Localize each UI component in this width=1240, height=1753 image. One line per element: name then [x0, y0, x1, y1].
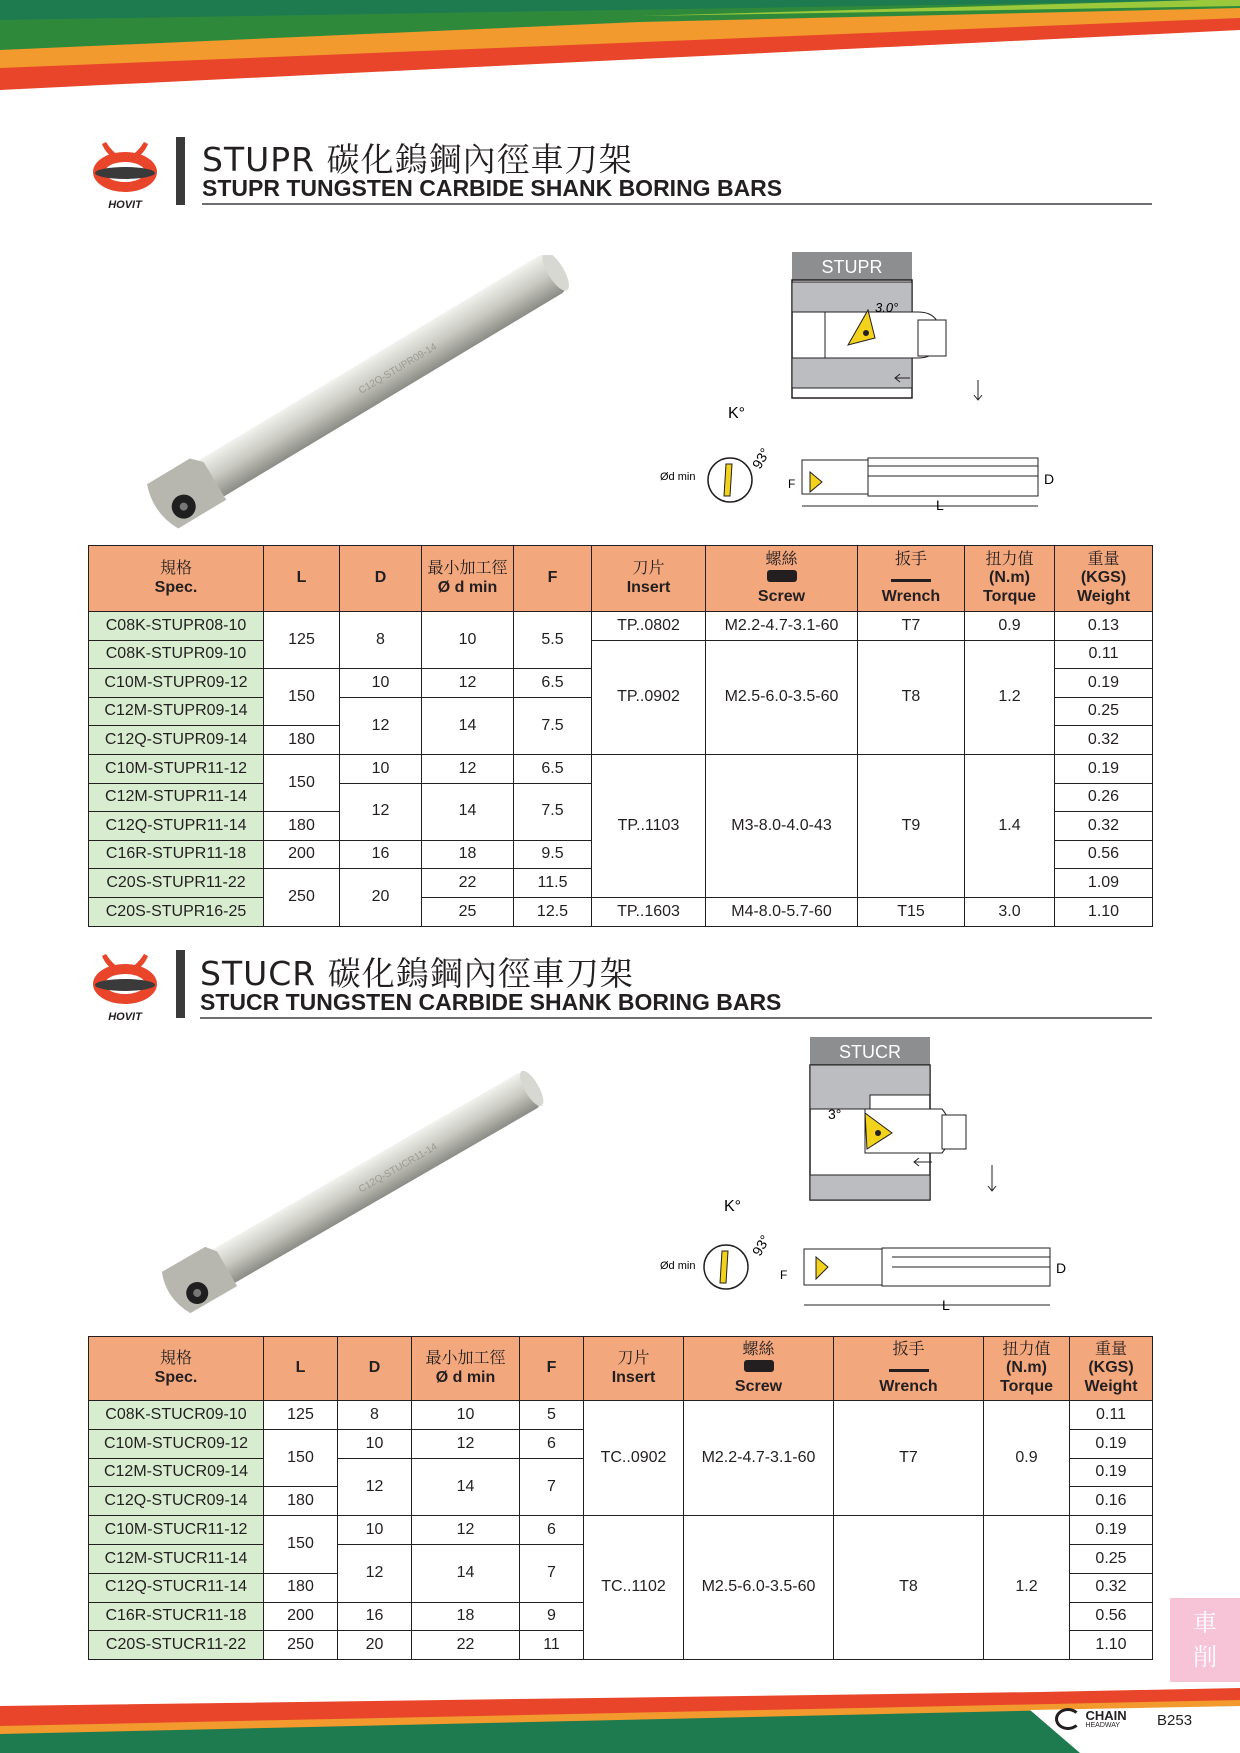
top-banner	[0, 0, 1240, 90]
table-cell: 1.10	[1055, 897, 1153, 926]
section2-title-en: STUCR TUNGSTEN CARBIDE SHANK BORING BARS	[200, 989, 782, 1015]
table-cell: 180	[264, 1487, 338, 1516]
table-cell: 5	[520, 1401, 584, 1430]
logo-text: HOVIT	[108, 199, 142, 211]
table-cell: 6	[520, 1429, 584, 1458]
table-cell: T7	[834, 1401, 984, 1516]
table-cell: 12	[422, 754, 514, 783]
table-header-cell: F	[514, 546, 592, 612]
table-cell: T9	[858, 754, 965, 897]
table-cell: M2.2-4.7-3.1-60	[706, 612, 858, 641]
table-row	[89, 1516, 1153, 1545]
table-cell: 7.5	[514, 697, 592, 754]
table-header-cell: 螺絲 Screw	[706, 546, 858, 612]
table-row	[89, 897, 1153, 926]
stupr-spec-table	[88, 545, 1153, 927]
table-cell: C16R-STUCR11-18	[89, 1602, 264, 1631]
table-cell: C12Q-STUCR11-14	[89, 1573, 264, 1602]
table-cell: 18	[422, 840, 514, 869]
table-cell: 0.9	[965, 612, 1055, 641]
table-cell: 12	[422, 669, 514, 698]
table-header-cell: 扳手 Wrench	[834, 1337, 984, 1401]
table-cell: 0.19	[1070, 1458, 1153, 1487]
stucr-spec-table	[88, 1336, 1153, 1660]
table-cell: 8	[340, 612, 422, 669]
table-cell: C12M-STUCR11-14	[89, 1544, 264, 1573]
table-cell: 12	[412, 1516, 520, 1545]
table-cell: 14	[412, 1458, 520, 1516]
table-cell: 1.2	[984, 1516, 1070, 1660]
diagram-angle: 3.0°	[875, 300, 899, 315]
table-cell: 20	[340, 869, 422, 926]
table-cell: 6.5	[514, 754, 592, 783]
diagram-label: STUCR	[839, 1042, 901, 1062]
k-label: K°	[724, 1198, 742, 1215]
table-cell: 14	[422, 697, 514, 754]
table-header-cell: 刀片 Insert	[592, 546, 706, 612]
lead-angle: 93°	[748, 1232, 774, 1259]
table-cell: 0.19	[1070, 1516, 1153, 1545]
table-cell: C10M-STUCR09-12	[89, 1429, 264, 1458]
table-cell: 10	[412, 1401, 520, 1430]
table-cell: TP..1603	[592, 897, 706, 926]
table-cell: C12Q-STUPR11-14	[89, 812, 264, 841]
table-cell: 6	[520, 1516, 584, 1545]
table-cell: 150	[264, 1516, 338, 1574]
table-row	[89, 754, 1153, 783]
table-cell: 0.56	[1055, 840, 1153, 869]
table-cell: 12	[340, 783, 422, 840]
table-cell: 0.11	[1055, 640, 1153, 669]
wrench-icon	[891, 571, 931, 582]
section1-title-cn: STUPR 碳化鎢鋼內徑車刀架	[202, 140, 633, 179]
lead-angle: 93°	[748, 445, 774, 472]
table-cell: 25	[422, 897, 514, 926]
dmin-label: Ød min	[660, 1260, 696, 1272]
k-label: K°	[728, 405, 746, 422]
table-cell: 0.32	[1070, 1573, 1153, 1602]
table-cell: 150	[264, 754, 340, 811]
table-cell: 20	[338, 1631, 412, 1660]
table-cell: 0.13	[1055, 612, 1153, 641]
hovit-logo	[92, 136, 158, 211]
table-cell: 10	[338, 1516, 412, 1545]
table-cell: 0.19	[1055, 754, 1153, 783]
table-header-cell: 最小加工徑 Ø d min	[412, 1337, 520, 1401]
table-header-cell: 最小加工徑 Ø d min	[422, 546, 514, 612]
table-cell: C12Q-STUPR09-14	[89, 726, 264, 755]
table-header-cell: 重量 (KGS) Weight	[1070, 1337, 1153, 1401]
table-cell: C20S-STUPR16-25	[89, 897, 264, 926]
table-cell: 10	[338, 1429, 412, 1458]
table-cell: T15	[858, 897, 965, 926]
table-cell: C08K-STUCR09-10	[89, 1401, 264, 1430]
table-header-cell: 規格 Spec.	[89, 1337, 264, 1401]
section1-title-en: STUPR TUNGSTEN CARBIDE SHANK BORING BARS	[202, 175, 783, 201]
d-label: D	[1056, 1260, 1067, 1276]
stupr-tool-photo	[110, 255, 590, 535]
table-cell: 6.5	[514, 669, 592, 698]
table-cell: C10M-STUCR11-12	[89, 1516, 264, 1545]
table-cell: 3.0	[965, 897, 1055, 926]
table-cell: TP..0902	[592, 640, 706, 754]
title-bar	[176, 137, 185, 205]
table-cell: 0.25	[1055, 697, 1153, 726]
table-cell: 22	[412, 1631, 520, 1660]
table-cell: TC..0902	[584, 1401, 684, 1516]
section1-rule	[202, 203, 1152, 205]
table-cell: C12M-STUCR09-14	[89, 1458, 264, 1487]
table-cell: 12.5	[514, 897, 592, 926]
table-cell: 0.19	[1055, 669, 1153, 698]
table-cell: 0.25	[1070, 1544, 1153, 1573]
table-cell: 1.2	[965, 640, 1055, 754]
diagram-label: STUPR	[821, 257, 883, 277]
tool-engraving: C12Q-STUCR11-14	[356, 1141, 440, 1196]
table-cell: C12Q-STUCR09-14	[89, 1487, 264, 1516]
table-cell: 250	[264, 869, 340, 926]
table-header-cell: 螺絲 Screw	[684, 1337, 834, 1401]
diagram-angle: 3°	[828, 1106, 842, 1122]
table-header-cell: 規格 Spec.	[89, 546, 264, 612]
table-cell: 180	[264, 726, 340, 755]
table-cell: 12	[338, 1458, 412, 1516]
screw-icon	[767, 570, 797, 582]
table-header-cell: 扳手 Wrench	[858, 546, 965, 612]
table-cell: 5.5	[514, 612, 592, 669]
table-cell: 250	[264, 1631, 338, 1660]
hovit-logo-2	[92, 948, 158, 1023]
table-cell: M4-8.0-5.7-60	[706, 897, 858, 926]
table-cell: C10M-STUPR11-12	[89, 754, 264, 783]
stucr-diagram	[660, 1035, 1100, 1315]
table-cell: C20S-STUPR11-22	[89, 869, 264, 898]
chain-headway-logo: CHAIN HEADWAY	[1055, 1708, 1140, 1736]
table-cell: C20S-STUCR11-22	[89, 1631, 264, 1660]
table-cell: 1.4	[965, 754, 1055, 897]
table-cell: C12M-STUPR11-14	[89, 783, 264, 812]
table-cell: 11.5	[514, 869, 592, 898]
table-cell: 125	[264, 1401, 338, 1430]
table-cell: 14	[422, 783, 514, 840]
table-cell: 10	[340, 754, 422, 783]
table-row	[89, 1401, 1153, 1430]
stupr-diagram	[660, 250, 1100, 520]
section2-title-cn: STUCR 碳化鎢鋼內徑車刀架	[200, 954, 634, 993]
table-cell: 10	[340, 669, 422, 698]
table-cell: 22	[422, 869, 514, 898]
table-cell: 11	[520, 1631, 584, 1660]
tool-engraving: C12Q-STUPR09-14	[357, 341, 439, 397]
l-label: L	[936, 497, 944, 513]
table-header-cell: F	[520, 1337, 584, 1401]
table-cell: T7	[858, 612, 965, 641]
table-cell: 0.16	[1070, 1487, 1153, 1516]
l-label: L	[942, 1297, 950, 1313]
table-cell: TP..0802	[592, 612, 706, 641]
table-header-cell: 刀片 Insert	[584, 1337, 684, 1401]
bottom-banner	[0, 1688, 1240, 1753]
table-cell: 7	[520, 1544, 584, 1602]
screw-icon	[744, 1360, 774, 1372]
table-cell: 9.5	[514, 840, 592, 869]
table-cell: 8	[338, 1401, 412, 1430]
table-row	[89, 640, 1153, 669]
table-cell: 0.56	[1070, 1602, 1153, 1631]
table-cell: 16	[340, 840, 422, 869]
table-header-cell: L	[264, 546, 340, 612]
table-header-cell: 扭力值 (N.m) Torque	[984, 1337, 1070, 1401]
table-cell: M2.5-6.0-3.5-60	[706, 640, 858, 754]
table-header-cell: 重量 (KGS) Weight	[1055, 546, 1153, 612]
table-cell: 16	[338, 1602, 412, 1631]
page-number: B253	[1157, 1712, 1193, 1729]
f-label: F	[788, 477, 796, 491]
dmin-label: Ød min	[660, 471, 696, 483]
d-label: D	[1044, 471, 1055, 487]
table-cell: 180	[264, 812, 340, 841]
table-cell: 1.09	[1055, 869, 1153, 898]
table-cell: C12M-STUPR09-14	[89, 697, 264, 726]
table-cell: M2.5-6.0-3.5-60	[684, 1516, 834, 1660]
table-cell: TP..1103	[592, 754, 706, 897]
table-cell: 180	[264, 1573, 338, 1602]
table-cell: 0.32	[1055, 726, 1153, 755]
table-cell: 150	[264, 669, 340, 726]
logo-text: HOVIT	[108, 1011, 142, 1023]
table-cell: 14	[412, 1544, 520, 1602]
table-header-cell: L	[264, 1337, 338, 1401]
table-cell: 10	[422, 612, 514, 669]
table-cell: 0.19	[1070, 1429, 1153, 1458]
table-cell: C08K-STUPR09-10	[89, 640, 264, 669]
f-label: F	[780, 1268, 788, 1282]
table-header-row	[89, 1337, 1153, 1401]
table-cell: 7.5	[514, 783, 592, 840]
table-cell: 200	[264, 1602, 338, 1631]
table-cell: 12	[412, 1429, 520, 1458]
table-cell: T8	[858, 640, 965, 754]
section2-rule	[200, 1017, 1152, 1019]
table-cell: 7	[520, 1458, 584, 1516]
table-cell: 200	[264, 840, 340, 869]
table-cell: T8	[834, 1516, 984, 1660]
table-cell: C10M-STUPR09-12	[89, 669, 264, 698]
wrench-icon	[889, 1361, 929, 1372]
table-cell: M3-8.0-4.0-43	[706, 754, 858, 897]
title-bar	[176, 950, 185, 1018]
table-cell: 0.11	[1070, 1401, 1153, 1430]
table-cell: 1.10	[1070, 1631, 1153, 1660]
table-cell: M2.2-4.7-3.1-60	[684, 1401, 834, 1516]
table-cell: 12	[340, 697, 422, 754]
stucr-tool-photo	[130, 1070, 560, 1320]
table-cell: 150	[264, 1429, 338, 1487]
table-cell: 0.32	[1055, 812, 1153, 841]
table-cell: 12	[338, 1544, 412, 1602]
table-cell: 18	[412, 1602, 520, 1631]
table-header-cell: D	[338, 1337, 412, 1401]
table-cell: C16R-STUPR11-18	[89, 840, 264, 869]
table-header-cell: D	[340, 546, 422, 612]
table-cell: C08K-STUPR08-10	[89, 612, 264, 641]
table-header-cell: 扭力值 (N.m) Torque	[965, 546, 1055, 612]
table-row	[89, 612, 1153, 641]
table-cell: TC..1102	[584, 1516, 684, 1660]
table-cell: 0.9	[984, 1401, 1070, 1516]
table-cell: 0.26	[1055, 783, 1153, 812]
table-header-row	[89, 546, 1153, 612]
table-cell: 9	[520, 1602, 584, 1631]
table-cell: 125	[264, 612, 340, 669]
side-tab-turning[interactable]: 車削	[1170, 1598, 1240, 1682]
